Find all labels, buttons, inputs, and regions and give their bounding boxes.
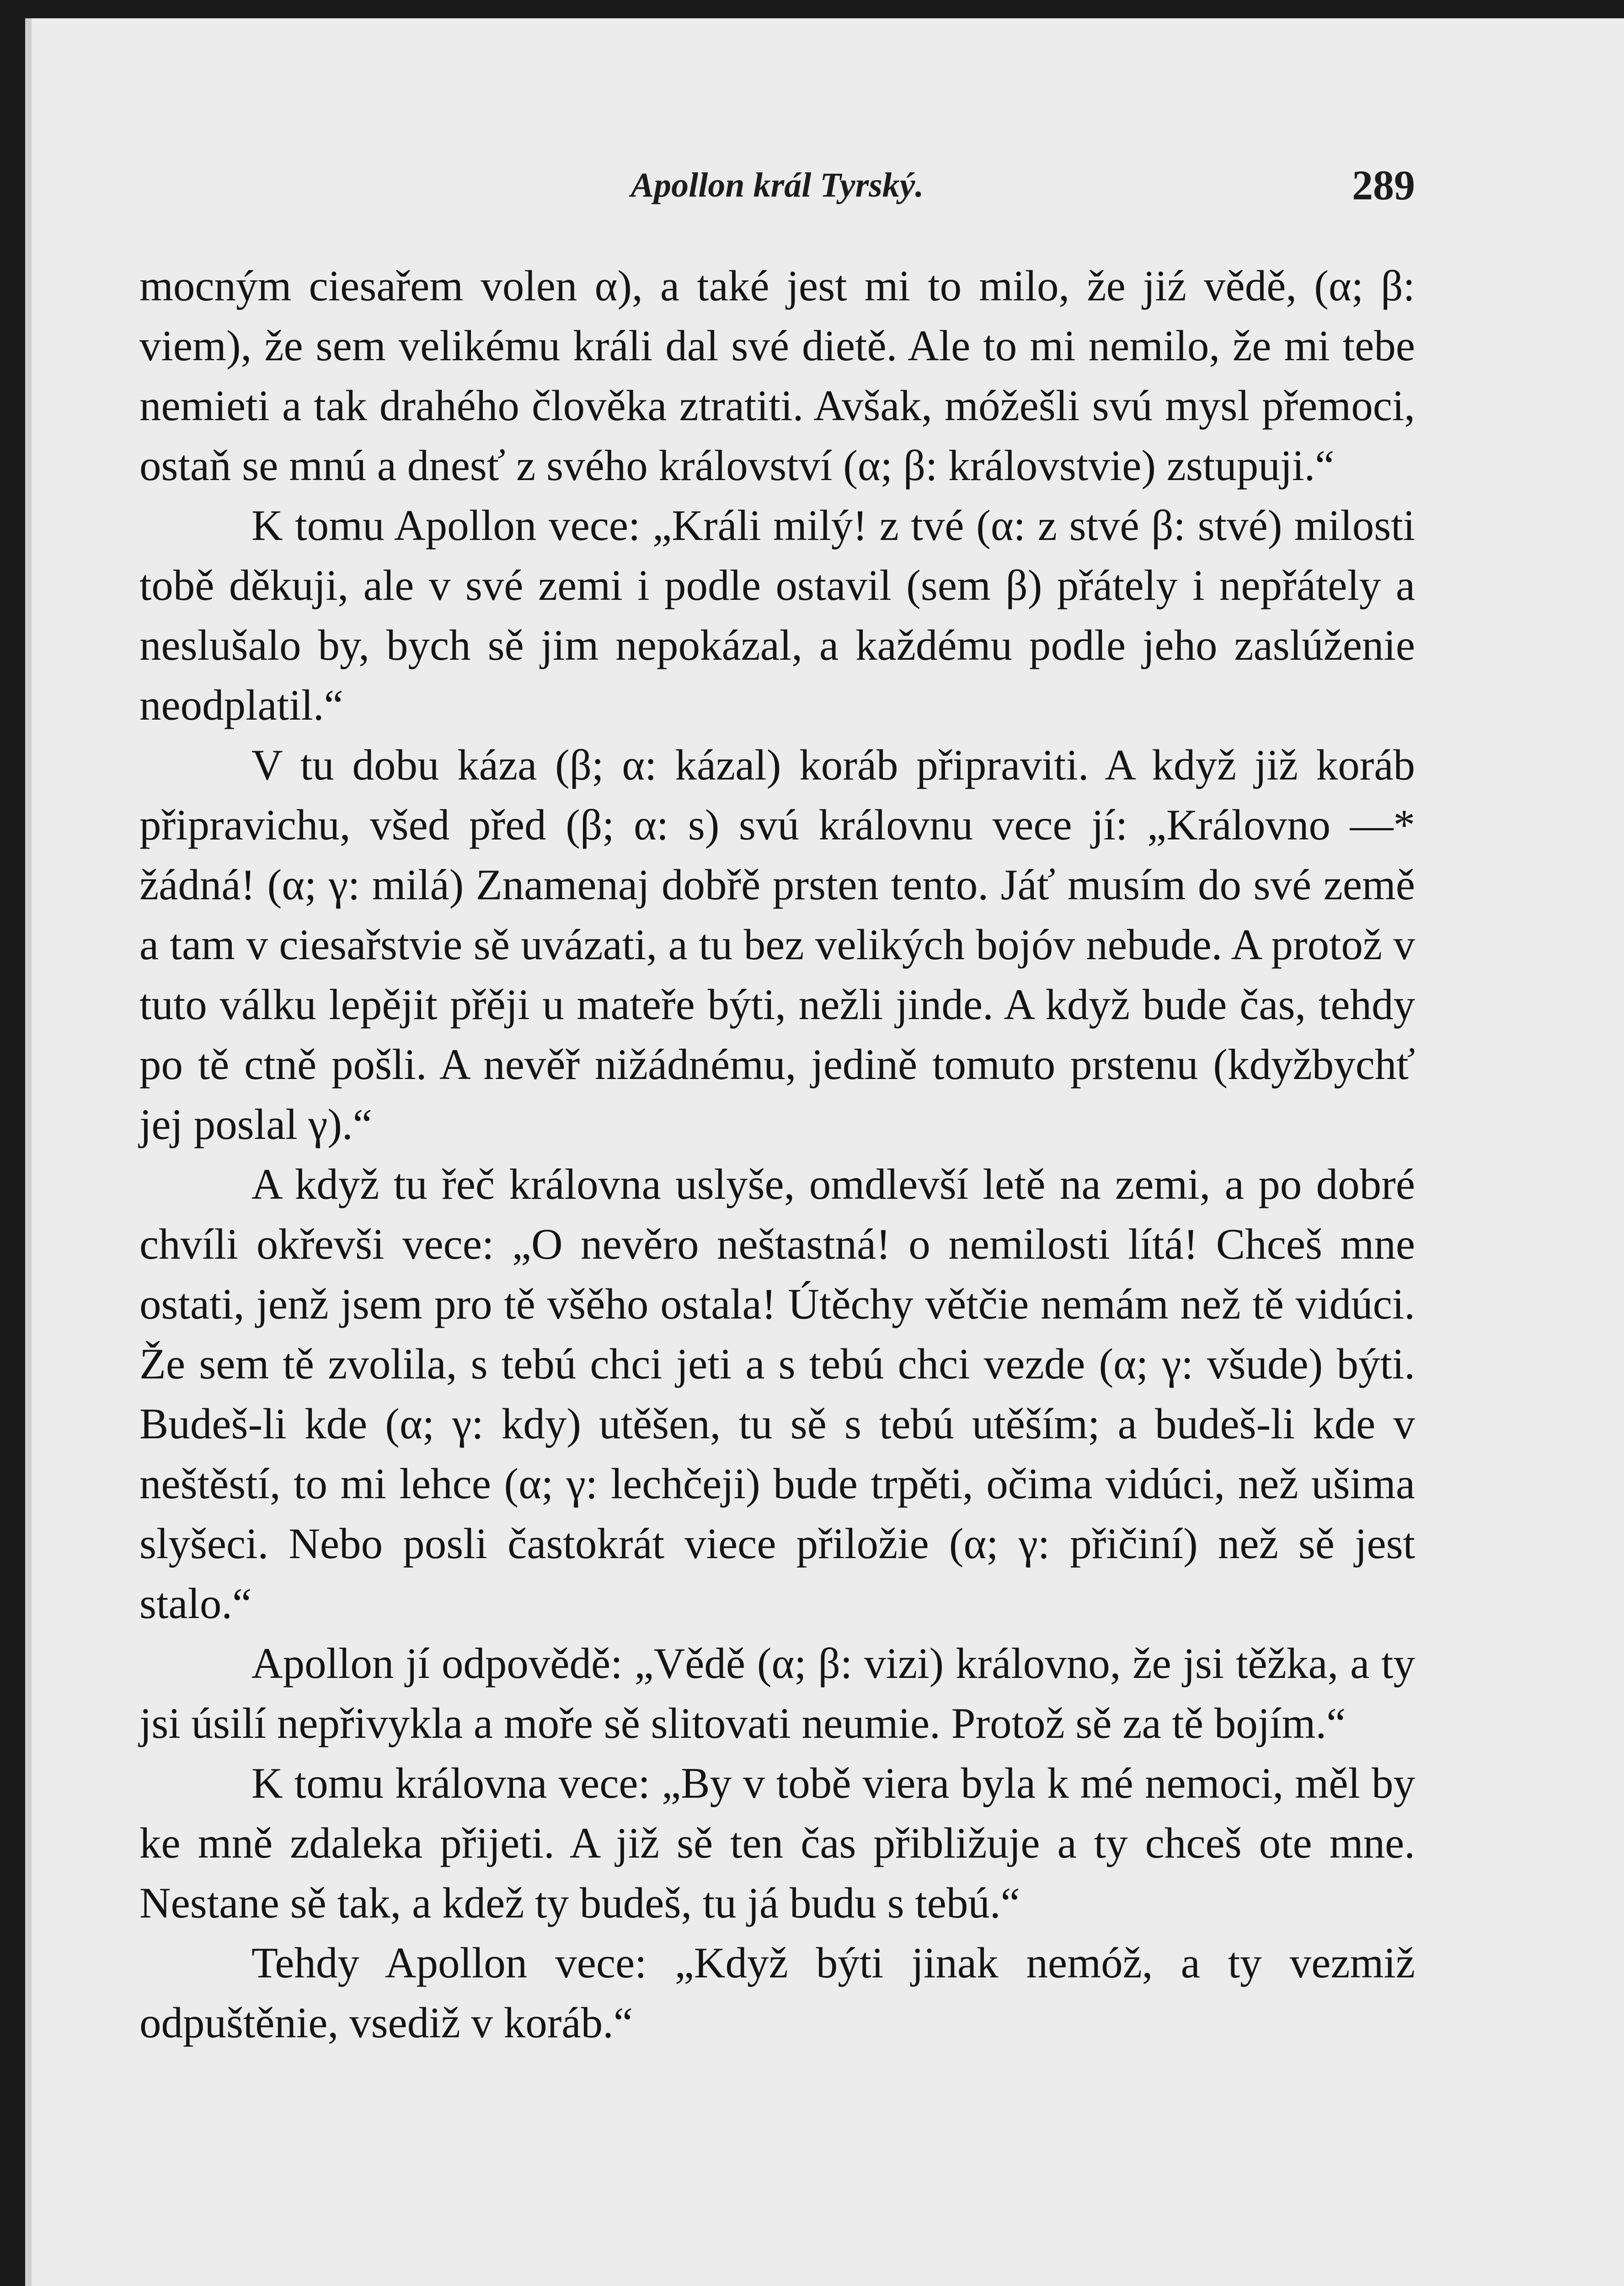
paragraph: Apollon jí odpovědě: „Vědě (α; β: vizi) královno, že jsi těžka, a ty jsi úsilí nepřivykla a moře sě slitovati neumie. Protož sě za tě bojím.“	[139, 1639, 1415, 1747]
running-title: Apollon král Tyrský.	[630, 166, 924, 204]
paragraph: mocným ciesařem volen α), a také jest mi to milo, že jiź vědě, (α; β: viem), že sem velikému králi dal své dietě. Ale to mi nemilo, že mi tebe nemieti a tak drahého člověka ztratiti. Avšak, móžešli svú mysl přemoci, ostaň se mnú a dnesť z svého království (α; β: královstvie) zstupuji.“	[139, 262, 1415, 490]
paragraph: A když tu řeč královna uslyše, omdlevší letě na zemi, a po dobré chvíli okřevši vece: „O nevěro neštastná! o nemilosti lítá! Chceš mne ostati, jenž jsem pro tě všěho ostala! Útěchy větčie nemám než tě vidúci. Že sem tě zvolila, s tebú chci jeti a s tebú chci vezde (α; γ: všude) býti. Budeš-li kde (α; γ: kdy) utěšen, tu sě s tebú utěším; a budeš-li kde v neštěstí, to mi lehce (α; γ: lechčeji) bude trpěti, očima vidúci, než ušima slyšeci. Nebo posli častokrát viece přiložie (α; γ: přičiní) než sě jest stalo.“	[139, 1160, 1415, 1628]
paragraph: K tomu královna vece: „By v tobě viera byla k mé nemoci, měl by ke mně zdaleka přijeti. A již sě ten čas přibližuje a ty chceš ote mne. Nestane sě tak, a kdež ty budeš, tu já budu s tebú.“	[139, 1759, 1415, 1927]
paragraph: K tomu Apollon vece: „Králi milý! z tvé (α: z stvé β: stvé) milosti tobě děkuji, ale v své zemi i podle ostavil (sem β) přátely i nepřátely a neslušalo by, bych sě jim nepokázal, a každému podle jeho zaslúženie neodplatil.“	[139, 501, 1415, 729]
body-text	[139, 256, 1415, 2053]
page-number: 289	[1352, 162, 1415, 208]
paragraph: Tehdy Apollon vece: „Když býti jinak nemóž, a ty vezmiž odpuštěnie, vsediž v koráb.“	[139, 1939, 1415, 2047]
paragraph: V tu dobu káza (β; α: kázal) koráb připraviti. A když již koráb připravichu, všed před (β; α: s) svú královnu vece jí: „Královno —* žádná! (α; γ: milá) Znamenaj dobřě prsten tento. Jáť musím do své země a tam v ciesařstvie sě uvázati, a tu bez velikých bojóv nebude. A protož v tuto válku lepějit přěji u mateře býti, nežli jinde. A když bude čas, tehdy po tě ctně pošli. A nevěř nižádnému, jedině tomuto prstenu (kdyžbychť jej poslal γ).“	[139, 741, 1415, 1148]
book-page	[25, 18, 1624, 2286]
page-header	[139, 151, 1415, 219]
